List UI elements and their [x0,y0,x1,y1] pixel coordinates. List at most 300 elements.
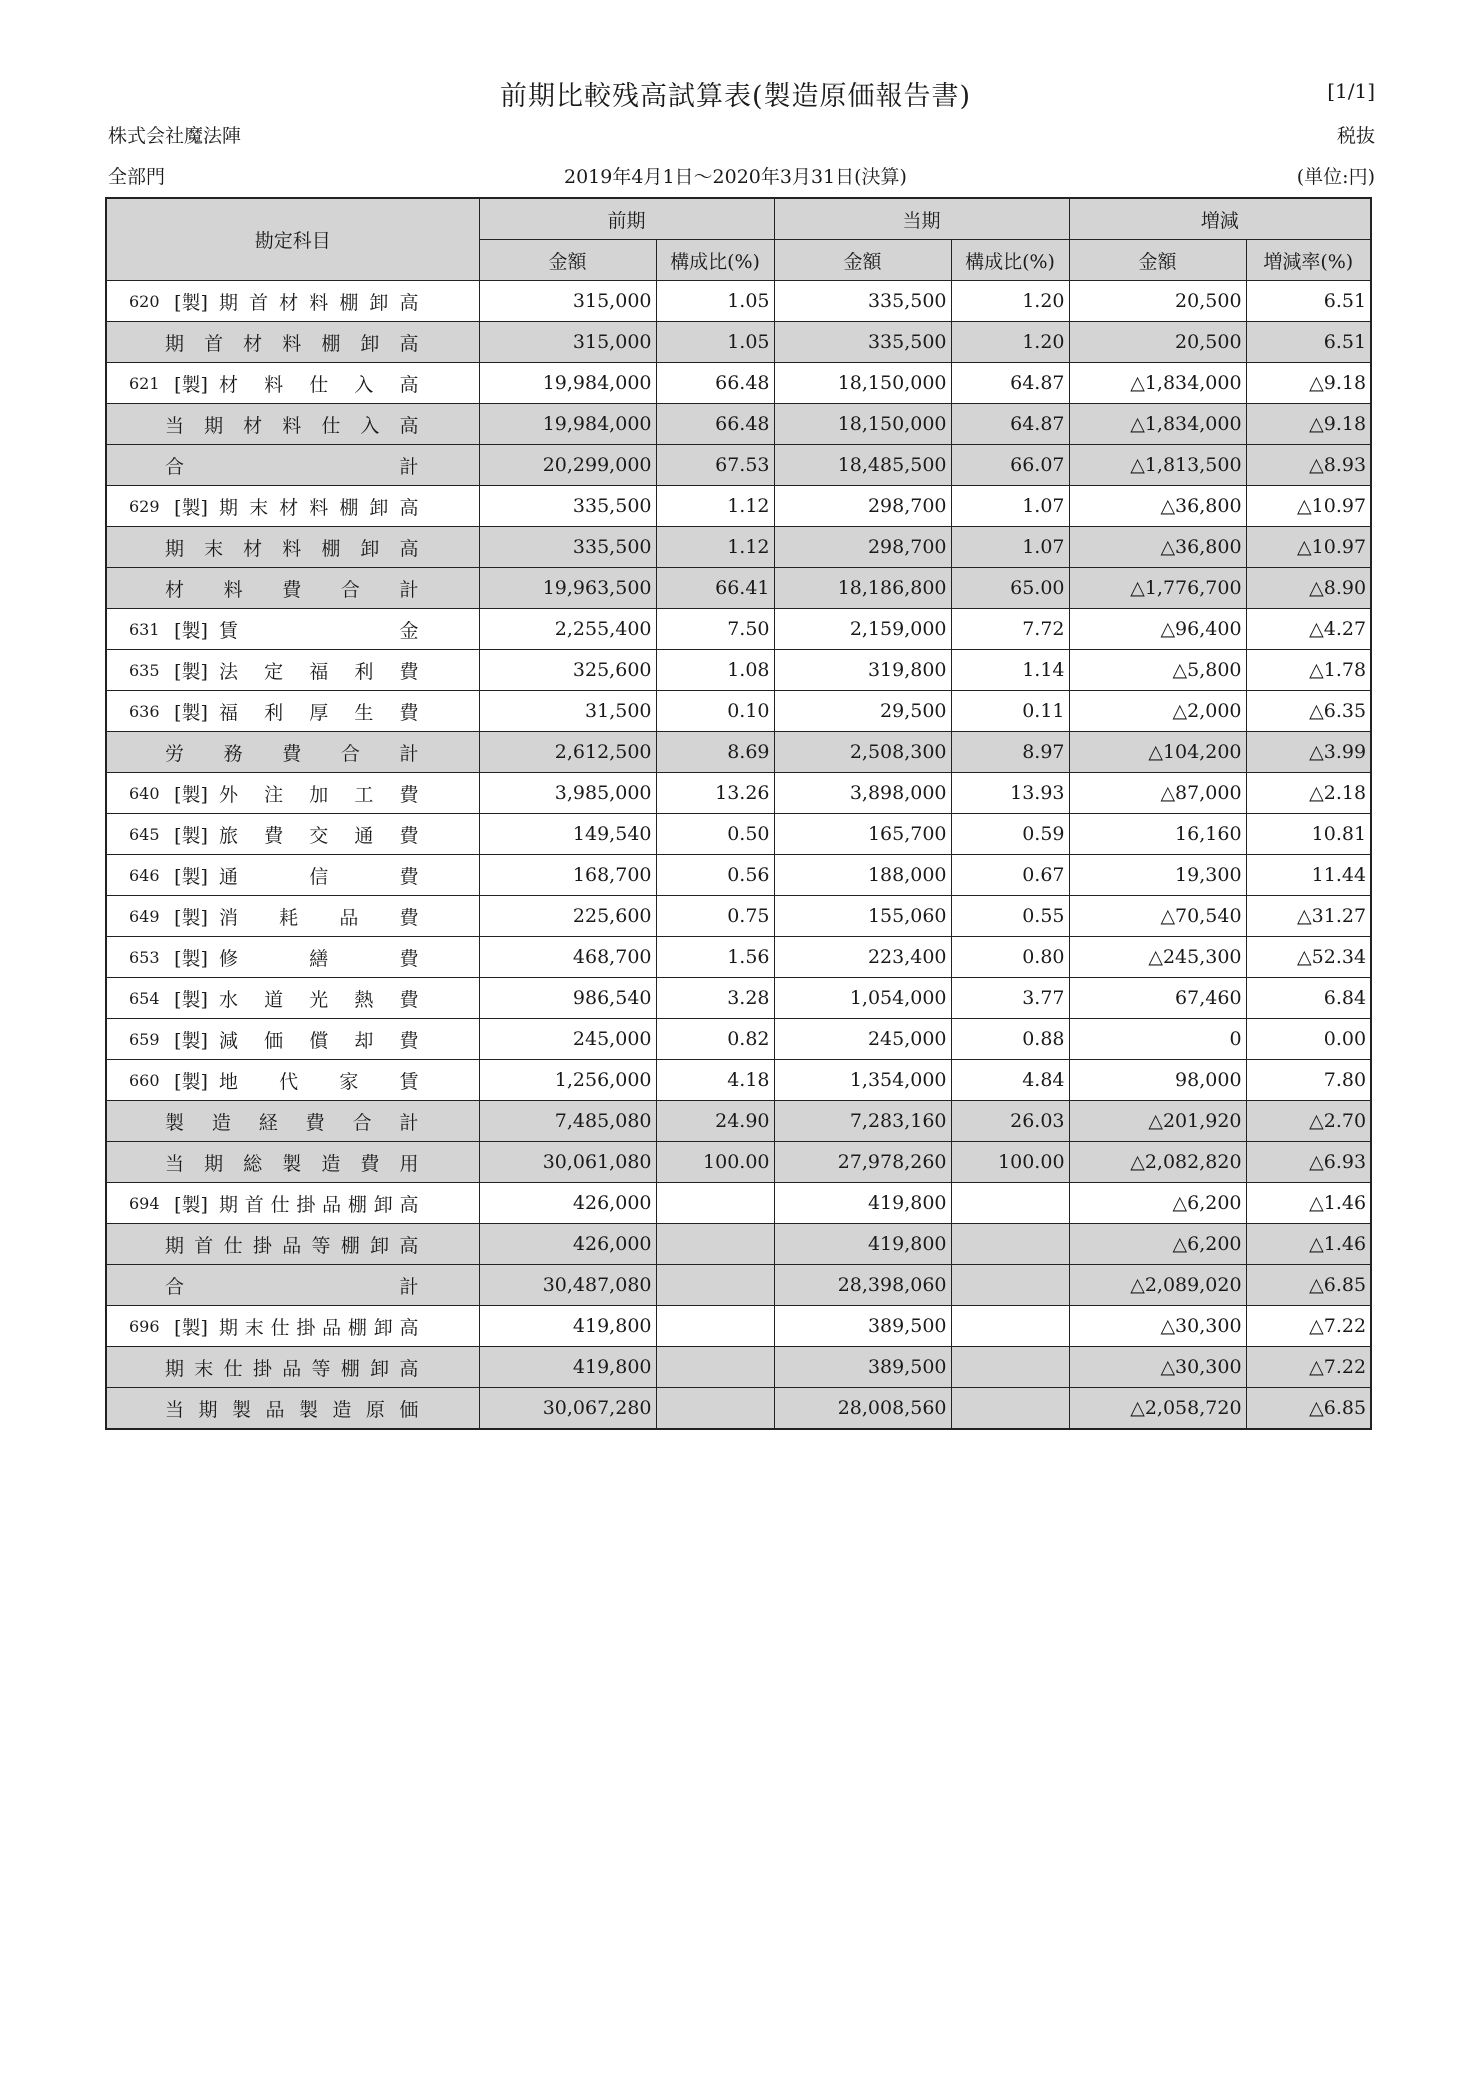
account-name: 修 繕 費 [219,947,419,970]
account-cell [106,978,479,1019]
table-row [106,814,1371,855]
curr-amount-cell: 419,800 [774,1183,951,1224]
diff-amount-cell: △104,200 [1069,732,1246,773]
account-code: 646 [129,865,160,885]
diff-amount-cell: 98,000 [1069,1060,1246,1101]
account-code: 636 [129,701,160,721]
account-code: 629 [129,496,160,516]
prev-ratio-cell: 66.48 [656,404,774,445]
prev-amount-cell: 986,540 [479,978,656,1019]
prev-amount-cell: 168,700 [479,855,656,896]
curr-ratio-cell: 0.88 [951,1019,1069,1060]
curr-ratio-cell: 8.97 [951,732,1069,773]
table-row [106,650,1371,691]
account-kind: [製] [174,988,208,1011]
header-curr-ratio: 構成比(%) [951,240,1069,281]
subtotal-name: 当 期 材 料 仕 入 高 [165,414,419,437]
curr-amount-cell: 1,354,000 [774,1060,951,1101]
account-kind: [製] [174,1316,208,1339]
curr-amount-cell: 188,000 [774,855,951,896]
diff-rate-cell: △6.93 [1246,1142,1371,1183]
prev-amount-cell: 30,487,080 [479,1265,656,1306]
account-cell [106,1306,479,1347]
curr-amount-cell: 155,060 [774,896,951,937]
account-name: 水 道 光 熱 費 [219,988,419,1011]
diff-amount-cell: △245,300 [1069,937,1246,978]
curr-ratio-cell: 0.55 [951,896,1069,937]
header-prev-amount: 金額 [479,240,656,281]
curr-ratio-cell [951,1265,1069,1306]
prev-amount-cell: 468,700 [479,937,656,978]
prev-amount-cell: 19,963,500 [479,568,656,609]
subtotal-row [106,732,1371,773]
header-curr: 当期 [774,198,1069,240]
table-row [106,609,1371,650]
curr-amount-cell: 298,700 [774,527,951,568]
prev-ratio-cell: 1.08 [656,650,774,691]
diff-amount-cell: △2,089,020 [1069,1265,1246,1306]
prev-ratio-cell [656,1347,774,1388]
curr-ratio-cell: 1.20 [951,322,1069,363]
curr-amount-cell: 18,150,000 [774,363,951,404]
prev-ratio-cell: 0.50 [656,814,774,855]
account-cell [106,527,479,568]
account-cell [106,855,479,896]
diff-rate-cell: △31.27 [1246,896,1371,937]
diff-amount-cell: △1,834,000 [1069,404,1246,445]
curr-amount-cell: 419,800 [774,1224,951,1265]
prev-ratio-cell: 1.05 [656,281,774,322]
curr-ratio-cell: 0.11 [951,691,1069,732]
diff-amount-cell: △2,082,820 [1069,1142,1246,1183]
account-kind: [製] [174,865,208,888]
curr-amount-cell: 29,500 [774,691,951,732]
table-row [106,691,1371,732]
account-code: 621 [129,373,160,393]
subtotal-row [106,322,1371,363]
prev-amount-cell: 1,256,000 [479,1060,656,1101]
curr-ratio-cell: 0.67 [951,855,1069,896]
account-cell [106,732,479,773]
diff-amount-cell: △36,800 [1069,527,1246,568]
trial-balance-table [105,197,1372,1430]
diff-amount-cell: △5,800 [1069,650,1246,691]
account-name: 福 利 厚 生 費 [219,701,419,724]
curr-amount-cell: 389,500 [774,1306,951,1347]
curr-amount-cell: 27,978,260 [774,1142,951,1183]
diff-amount-cell: △30,300 [1069,1306,1246,1347]
unit-label: (単位:円) [1296,166,1375,188]
account-cell [106,322,479,363]
diff-rate-cell: △52.34 [1246,937,1371,978]
subtotal-name: 労 務 費 合 計 [165,742,419,765]
curr-ratio-cell: 1.07 [951,486,1069,527]
account-code: 640 [129,783,160,803]
diff-rate-cell: △9.18 [1246,404,1371,445]
curr-amount-cell: 28,398,060 [774,1265,951,1306]
prev-amount-cell: 2,612,500 [479,732,656,773]
diff-amount-cell: △2,058,720 [1069,1388,1246,1430]
account-code: 696 [129,1316,160,1336]
subtotal-name: 期 首 材 料 棚 卸 高 [165,332,419,355]
curr-ratio-cell: 4.84 [951,1060,1069,1101]
diff-rate-cell: △4.27 [1246,609,1371,650]
curr-ratio-cell [951,1388,1069,1430]
prev-amount-cell: 3,985,000 [479,773,656,814]
diff-rate-cell: 6.84 [1246,978,1371,1019]
diff-rate-cell: 6.51 [1246,322,1371,363]
curr-amount-cell: 18,150,000 [774,404,951,445]
account-cell [106,1265,479,1306]
diff-rate-cell: △2.70 [1246,1101,1371,1142]
subtotal-name: 材 料 費 合 計 [165,578,419,601]
diff-amount-cell: △1,776,700 [1069,568,1246,609]
account-cell [106,773,479,814]
table-row [106,896,1371,937]
prev-ratio-cell: 8.69 [656,732,774,773]
account-name: 消 耗 品 費 [219,906,419,929]
account-name: 期 首 材 料 棚 卸 高 [219,291,419,314]
diff-rate-cell: 11.44 [1246,855,1371,896]
account-cell [106,650,479,691]
prev-ratio-cell: 1.56 [656,937,774,978]
account-cell [106,568,479,609]
diff-amount-cell: 0 [1069,1019,1246,1060]
account-cell [106,404,479,445]
header-prev-ratio: 構成比(%) [656,240,774,281]
tax-mode: 税抜 [1336,125,1375,147]
page-number: [1/1] [1327,79,1375,103]
prev-ratio-cell: 0.75 [656,896,774,937]
account-name: 期 末 材 料 棚 卸 高 [219,496,419,519]
diff-amount-cell: △70,540 [1069,896,1246,937]
account-code: 653 [129,947,160,967]
account-code: 631 [129,619,160,639]
account-kind: [製] [174,619,208,642]
company-name: 株式会社魔法陣 [108,125,242,147]
account-kind: [製] [174,373,208,396]
account-kind: [製] [174,824,208,847]
subtotal-row [106,1265,1371,1306]
prev-amount-cell: 245,000 [479,1019,656,1060]
prev-amount-cell: 19,984,000 [479,404,656,445]
prev-ratio-cell: 66.41 [656,568,774,609]
prev-ratio-cell [656,1183,774,1224]
table-row [106,363,1371,404]
account-kind: [製] [174,1070,208,1093]
account-kind: [製] [174,496,208,519]
diff-amount-cell: 20,500 [1069,322,1246,363]
table-row [106,937,1371,978]
curr-ratio-cell: 3.77 [951,978,1069,1019]
diff-rate-cell: △7.22 [1246,1347,1371,1388]
diff-amount-cell: 16,160 [1069,814,1246,855]
account-cell [106,1060,479,1101]
table-row [106,855,1371,896]
diff-rate-cell: △8.93 [1246,445,1371,486]
account-name: 地 代 家 賃 [219,1070,419,1093]
curr-amount-cell: 223,400 [774,937,951,978]
account-cell [106,445,479,486]
account-code: 660 [129,1070,160,1090]
header-curr-amount: 金額 [774,240,951,281]
prev-ratio-cell: 1.12 [656,486,774,527]
prev-amount-cell: 20,299,000 [479,445,656,486]
account-kind: [製] [174,783,208,806]
prev-ratio-cell: 1.12 [656,527,774,568]
curr-amount-cell: 2,159,000 [774,609,951,650]
prev-amount-cell: 31,500 [479,691,656,732]
diff-rate-cell: 6.51 [1246,281,1371,322]
curr-ratio-cell: 13.93 [951,773,1069,814]
account-kind: [製] [174,701,208,724]
account-cell [106,1101,479,1142]
prev-ratio-cell: 0.10 [656,691,774,732]
diff-amount-cell: △201,920 [1069,1101,1246,1142]
curr-amount-cell: 1,054,000 [774,978,951,1019]
curr-amount-cell: 18,186,800 [774,568,951,609]
prev-ratio-cell: 24.90 [656,1101,774,1142]
diff-amount-cell: △6,200 [1069,1183,1246,1224]
account-code: 620 [129,291,160,311]
prev-amount-cell: 426,000 [479,1183,656,1224]
diff-rate-cell: 0.00 [1246,1019,1371,1060]
account-kind: [製] [174,947,208,970]
account-name: 期 首 仕 掛 品 棚 卸 高 [219,1193,419,1216]
prev-amount-cell: 149,540 [479,814,656,855]
account-cell [106,281,479,322]
subtotal-name: 製 造 経 費 合 計 [165,1111,419,1134]
header-account: 勘定科目 [106,198,479,281]
diff-rate-cell: △6.85 [1246,1388,1371,1430]
account-name: 法 定 福 利 費 [219,660,419,683]
diff-rate-cell: △1.46 [1246,1224,1371,1265]
subtotal-row [106,1388,1371,1430]
prev-amount-cell: 7,485,080 [479,1101,656,1142]
prev-amount-cell: 426,000 [479,1224,656,1265]
subtotal-row [106,568,1371,609]
curr-amount-cell: 28,008,560 [774,1388,951,1430]
curr-ratio-cell: 66.07 [951,445,1069,486]
diff-amount-cell: △2,000 [1069,691,1246,732]
diff-amount-cell: 67,460 [1069,978,1246,1019]
header-diff-amount: 金額 [1069,240,1246,281]
prev-amount-cell: 225,600 [479,896,656,937]
account-name: 外 注 加 工 費 [219,783,419,806]
curr-ratio-cell: 1.20 [951,281,1069,322]
prev-amount-cell: 335,500 [479,527,656,568]
account-name: 通 信 費 [219,865,419,888]
account-code: 649 [129,906,160,926]
diff-rate-cell: △6.35 [1246,691,1371,732]
diff-amount-cell: △36,800 [1069,486,1246,527]
account-code: 659 [129,1029,160,1049]
table-row [106,1306,1371,1347]
account-cell [106,363,479,404]
diff-amount-cell: △30,300 [1069,1347,1246,1388]
curr-ratio-cell: 0.80 [951,937,1069,978]
curr-ratio-cell: 64.87 [951,363,1069,404]
curr-amount-cell: 319,800 [774,650,951,691]
curr-ratio-cell [951,1306,1069,1347]
prev-ratio-cell: 4.18 [656,1060,774,1101]
curr-ratio-cell: 7.72 [951,609,1069,650]
account-code: 645 [129,824,160,844]
account-cell [106,609,479,650]
diff-amount-cell: △6,200 [1069,1224,1246,1265]
curr-amount-cell: 389,500 [774,1347,951,1388]
prev-ratio-cell: 7.50 [656,609,774,650]
table-row [106,1019,1371,1060]
prev-ratio-cell: 13.26 [656,773,774,814]
subtotal-row [106,1142,1371,1183]
account-name: 期 末 仕 掛 品 棚 卸 高 [219,1316,419,1339]
prev-amount-cell: 30,067,280 [479,1388,656,1430]
prev-ratio-cell: 0.56 [656,855,774,896]
account-cell [106,1224,479,1265]
account-kind: [製] [174,906,208,929]
account-cell [106,937,479,978]
subtotal-name: 期 末 材 料 棚 卸 高 [165,537,419,560]
table-row [106,281,1371,322]
department: 全部門 [108,166,166,188]
diff-rate-cell: △1.46 [1246,1183,1371,1224]
header-diff-rate: 増減率(%) [1246,240,1371,281]
prev-amount-cell: 419,800 [479,1347,656,1388]
prev-amount-cell: 315,000 [479,322,656,363]
curr-ratio-cell: 0.59 [951,814,1069,855]
curr-amount-cell: 165,700 [774,814,951,855]
account-code: 694 [129,1193,160,1213]
subtotal-row [106,445,1371,486]
diff-rate-cell: △9.18 [1246,363,1371,404]
account-name: 賃 金 [219,619,419,642]
prev-amount-cell: 30,061,080 [479,1142,656,1183]
account-cell [106,486,479,527]
diff-amount-cell: △1,813,500 [1069,445,1246,486]
account-cell [106,1183,479,1224]
report-title: 前期比較残高試算表(製造原価報告書) [499,81,972,112]
table-row [106,486,1371,527]
prev-amount-cell: 19,984,000 [479,363,656,404]
curr-amount-cell: 7,283,160 [774,1101,951,1142]
diff-rate-cell: 7.80 [1246,1060,1371,1101]
diff-rate-cell: △7.22 [1246,1306,1371,1347]
header-prev: 前期 [479,198,774,240]
account-cell [106,1388,479,1430]
table-row [106,1183,1371,1224]
curr-amount-cell: 3,898,000 [774,773,951,814]
diff-rate-cell: △6.85 [1246,1265,1371,1306]
account-code: 654 [129,988,160,1008]
account-cell [106,896,479,937]
curr-ratio-cell: 64.87 [951,404,1069,445]
prev-ratio-cell: 67.53 [656,445,774,486]
table-row [106,773,1371,814]
prev-amount-cell: 419,800 [479,1306,656,1347]
prev-ratio-cell [656,1224,774,1265]
prev-ratio-cell: 1.05 [656,322,774,363]
prev-amount-cell: 315,000 [479,281,656,322]
prev-ratio-cell [656,1265,774,1306]
account-kind: [製] [174,291,208,314]
subtotal-name: 当 期 総 製 造 費 用 [165,1152,419,1175]
subtotal-name: 期 首 仕 掛 品 等 棚 卸 高 [165,1234,419,1257]
subtotal-name: 合 計 [165,1275,419,1298]
prev-ratio-cell [656,1388,774,1430]
account-name: 減 価 償 却 費 [219,1029,419,1052]
diff-rate-cell: △10.97 [1246,527,1371,568]
table-row [106,1060,1371,1101]
curr-ratio-cell: 100.00 [951,1142,1069,1183]
table-body [106,281,1371,1430]
prev-amount-cell: 335,500 [479,486,656,527]
diff-rate-cell: △10.97 [1246,486,1371,527]
curr-ratio-cell: 26.03 [951,1101,1069,1142]
curr-ratio-cell: 65.00 [951,568,1069,609]
diff-amount-cell: △96,400 [1069,609,1246,650]
diff-rate-cell: 10.81 [1246,814,1371,855]
account-code: 635 [129,660,160,680]
curr-amount-cell: 335,500 [774,322,951,363]
prev-ratio-cell: 3.28 [656,978,774,1019]
header-diff: 増減 [1069,198,1371,240]
prev-ratio-cell: 0.82 [656,1019,774,1060]
diff-amount-cell: 19,300 [1069,855,1246,896]
curr-amount-cell: 245,000 [774,1019,951,1060]
period: 2019年4月1日～2020年3月31日(決算) [564,166,907,188]
account-kind: [製] [174,660,208,683]
subtotal-row [106,404,1371,445]
account-kind: [製] [174,1193,208,1216]
account-name: 旅 費 交 通 費 [219,824,419,847]
diff-rate-cell: △3.99 [1246,732,1371,773]
subtotal-name: 期 末 仕 掛 品 等 棚 卸 高 [165,1357,419,1380]
prev-ratio-cell: 66.48 [656,363,774,404]
account-cell [106,1019,479,1060]
curr-amount-cell: 335,500 [774,281,951,322]
diff-rate-cell: △8.90 [1246,568,1371,609]
account-cell [106,1142,479,1183]
diff-amount-cell: △87,000 [1069,773,1246,814]
curr-ratio-cell [951,1183,1069,1224]
diff-amount-cell: 20,500 [1069,281,1246,322]
prev-amount-cell: 2,255,400 [479,609,656,650]
curr-ratio-cell [951,1224,1069,1265]
account-cell [106,1347,479,1388]
subtotal-name: 当 期 製 品 製 造 原 価 [165,1398,419,1421]
curr-ratio-cell: 1.14 [951,650,1069,691]
curr-ratio-cell [951,1347,1069,1388]
prev-amount-cell: 325,600 [479,650,656,691]
prev-ratio-cell: 100.00 [656,1142,774,1183]
diff-rate-cell: △1.78 [1246,650,1371,691]
subtotal-row [106,1347,1371,1388]
diff-amount-cell: △1,834,000 [1069,363,1246,404]
subtotal-row [106,1224,1371,1265]
account-cell [106,691,479,732]
subtotal-row [106,1101,1371,1142]
diff-rate-cell: △2.18 [1246,773,1371,814]
subtotal-row [106,527,1371,568]
curr-amount-cell: 298,700 [774,486,951,527]
table-row [106,978,1371,1019]
curr-ratio-cell: 1.07 [951,527,1069,568]
account-name: 材 料 仕 入 高 [219,373,419,396]
curr-amount-cell: 2,508,300 [774,732,951,773]
prev-ratio-cell [656,1306,774,1347]
account-cell [106,814,479,855]
